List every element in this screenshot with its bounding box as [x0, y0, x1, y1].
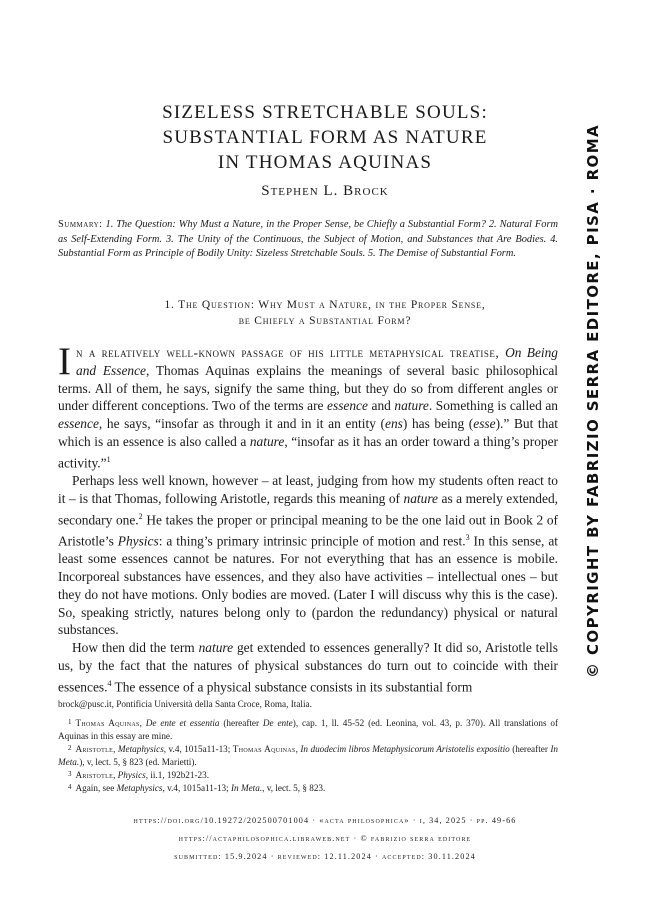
footnote-3-text-1: , ii.1, 192b21-23. — [145, 770, 210, 781]
footnote-2-author-2: Thomas Aquinas — [232, 744, 296, 755]
footnote-3-work: Physics — [117, 770, 146, 781]
footnote-3-sep: , — [113, 770, 118, 781]
paragraph-3 — [58, 639, 558, 696]
p1-italic-6: esse — [473, 416, 496, 432]
title-line-3: IN THOMAS AQUINAS — [217, 152, 433, 173]
footnote-3-author: Aristotle — [75, 770, 114, 781]
p1-text-2: , Thomas Aquinas explains the meanings of several basic philosophical terms. All of them, he says, signify the same thing, but they do so from different angles or under different conceptions. Two of the terms are — [58, 362, 559, 414]
footnote-ref-1[interactable]: 1 — [106, 454, 111, 464]
footnote-4-text-1: Again, see — [75, 783, 117, 794]
footnote-1-number: 1 — [68, 718, 72, 727]
article-body — [58, 340, 559, 696]
p1-italic-2: essence — [327, 398, 368, 414]
section-heading-line-2: be Chiefly a Substantial Form? — [238, 314, 412, 327]
footnote-2 — [58, 742, 558, 768]
footnote-1 — [58, 716, 558, 742]
paragraph-1 — [58, 340, 559, 472]
footnote-2-abbr: In Meta. — [58, 744, 559, 767]
title-line-1: SIZELESS STRETCHABLE SOULS: — [162, 102, 488, 123]
p2-text-1: Perhaps less well known, however – at least, judging from how my students often react to it – is that Thomas, following Aristotle, regards this meaning of — [58, 473, 558, 506]
p2-text-2: as a merely extended, secondary one. — [58, 490, 558, 528]
p3-text-2: get extended to essences generally? It did so, Aristotle tells us, by the fact that the natures of physical substances do turn out to coincide with their essences. — [58, 640, 558, 695]
footnote-2-sep: , — [113, 744, 118, 755]
footnote-2-text-1: , v.4, 1015a11-13; — [163, 744, 233, 755]
footnote-1-work: De ente et essentia — [145, 718, 220, 729]
footnote-1-sep: , — [139, 718, 146, 729]
footnote-2-author: Aristotle — [75, 744, 114, 755]
p1-italic-5: ens — [385, 416, 403, 432]
p2-text-4: : a thing’s primary intrinsic principle of motion and rest. — [158, 533, 466, 549]
p1-italic-1: On Being and Essence — [76, 345, 559, 378]
footnote-2-sep-2: , — [295, 744, 301, 755]
author-name: Stephen L. Brock — [261, 183, 389, 199]
footnote-2-text-3: ), v, lect. 5, § 823 (ed. Marietti). — [79, 756, 197, 767]
footnote-4-text-2: , v.4, 1015a11-13; — [162, 783, 231, 794]
summary-block — [58, 218, 558, 262]
footnote-4-number: 4 — [68, 783, 72, 792]
footnote-4-text-3: , v, lect. 5, § 823. — [262, 783, 326, 794]
p1-text-4: . Something is called an — [428, 398, 558, 414]
summary-text: 1. The Question: Why Must a Nature, in the Proper Sense, be Chiefly a Substantial Form? 2. Natural Form as Self-Extending Form. 3. The Unity of the Continuous, the Subject of Motion, and Substances that Are Bodies. 4. Substantial Form as Principle of Bodily Unity: Sizeless Stretchable Souls. 5. The Demise of Substantial Form. — [58, 219, 558, 259]
footnotes — [58, 698, 558, 795]
footnote-4-abbr: In Meta. — [231, 783, 263, 794]
copyright-notice: © COPYRIGHT BY FABRIZIO SERRA EDITORE, PISA · ROMA — [584, 123, 602, 678]
footnote-2-text-2: (hereafter — [509, 744, 551, 755]
footnote-ref-3[interactable]: 3 — [465, 532, 470, 542]
section-heading — [0, 298, 650, 329]
footnote-3-number: 3 — [68, 770, 72, 779]
footnote-4 — [58, 781, 558, 794]
doi-line[interactable]: https://doi.org/10.19272/202500701004 · «acta philosophica» · i, 34, 2025 · pp. 49-66 — [133, 816, 517, 825]
p1-text-3: and — [367, 398, 395, 414]
footnote-2-number: 2 — [68, 744, 72, 753]
footnote-2-work: Metaphysics — [117, 744, 164, 755]
title-line-2: SUBSTANTIAL FORM AS NATURE — [162, 127, 488, 148]
footnote-3 — [58, 768, 558, 781]
p2-italic-1: nature — [403, 490, 438, 506]
p1-italic-3: nature — [394, 398, 429, 414]
p1-text-8: , “insofar as it has an order toward a thing’s proper activity.” — [58, 433, 558, 471]
footnote-ref-4[interactable]: 4 — [107, 678, 112, 688]
imprint — [0, 812, 650, 866]
p1-text-7: ).” But that which is an essence is also called a — [58, 416, 559, 449]
summary-label: Summary: — [58, 219, 103, 230]
section-heading-line-1: 1. The Question: Why Must a Nature, in the Proper Sense, — [164, 299, 486, 311]
p2-italic-2: Physics — [117, 533, 159, 549]
p2-text-5: In this sense, at least some essences cannot be natures. For not everything that has an essence is mobile. Incorporeal substances have essences, and they also have activities – intellectual ones – but they do not have motions. Only bodies are moved. (Later I will discuss why this is the case). So, speaking strictly, natures belong only to (pardon the redundancy) physical or natural substances. — [58, 533, 558, 638]
p3-text-3: The essence of a physical substance consists in its substantial form — [111, 679, 473, 695]
footnote-1-abbr: De ente — [262, 718, 293, 729]
drop-cap: I — [58, 340, 71, 383]
footnote-2-work-2: In duodecim libros Metaphysicorum Aristotelis expositio — [300, 744, 510, 755]
author-affiliation: brock@pusc.it, Pontificia Università della Santa Croce, Roma, Italia. — [58, 699, 312, 709]
dates-line: submitted: 15.9.2024 · reviewed: 12.11.2024 · accepted: 30.11.2024 — [174, 852, 476, 861]
p1-text-5: , he says, “insofar as through it and in it an entity ( — [98, 416, 385, 432]
p1-italic-7: nature — [249, 433, 285, 449]
p1-text-1: n a relatively well-known passage of his little metaphysical treatise, — [76, 345, 506, 360]
p1-text-6: ) has being ( — [402, 416, 474, 432]
p1-italic-4: essence — [58, 416, 99, 432]
p2-text-3: He takes the proper or principal meaning to be the one laid out in Book 2 of Aristotle’s — [58, 512, 559, 549]
footnote-4-work: Metaphysics — [116, 783, 163, 794]
footnote-ref-2[interactable]: 2 — [138, 511, 143, 521]
journal-url-line[interactable]: https://actaphilosophica.libraweb.net · © fabrizio serra editore — [178, 834, 472, 843]
p3-italic-1: nature — [198, 640, 234, 656]
article-title — [0, 100, 650, 175]
paragraph-2 — [58, 472, 558, 639]
p3-text-1: How then did the term — [72, 640, 199, 656]
footnote-1-author: Thomas Aquinas — [75, 718, 140, 729]
footnote-1-text-1: (hereafter — [219, 718, 263, 729]
footnote-1-text-2: ), cap. 1, ll. 45-52 (ed. Leonina, vol. 43, p. 370). All translations of Aquinas in this essay are mine. — [58, 718, 559, 741]
